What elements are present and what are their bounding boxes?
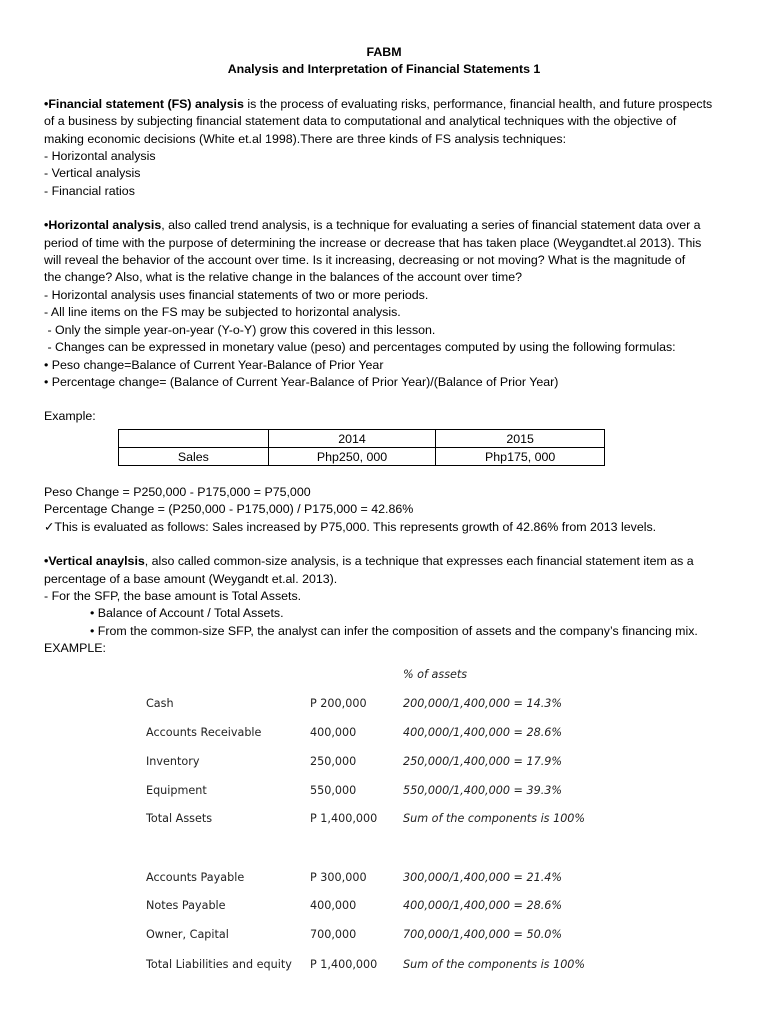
horizontal-line3: will reveal the behavior of the account over time. Is it increasing, decreasing or not moving? What is the magnitude of bbox=[44, 253, 686, 268]
fs-analysis-line1: •Financial statement (FS) analysis is the process of evaluating risks, performance, financial health, and future prospects bbox=[44, 96, 713, 111]
vertical-bullet: • Balance of Account / Total Assets. bbox=[90, 606, 284, 621]
asset-calc: 550,000/1,400,000 = 39.3% bbox=[403, 784, 562, 797]
asset-amount: P 200,000 bbox=[310, 697, 367, 710]
asset-amount: 250,000 bbox=[310, 755, 357, 768]
vertical-line1: •Vertical anaylsis, also called common-size analysis, is a technique that expresses each financial statement item as a bbox=[44, 554, 694, 569]
liability-label: Owner, Capital bbox=[146, 928, 229, 941]
vertical-line2: percentage of a base amount (Weygandt et.al. 2013). bbox=[44, 571, 338, 586]
liability-label: Notes Payable bbox=[146, 899, 226, 912]
liability-calc: 400,000/1,400,000 = 28.6% bbox=[403, 899, 562, 912]
vertical-example-label: EXAMPLE: bbox=[44, 641, 106, 656]
vertical-line3: - For the SFP, the base amount is Total Assets. bbox=[44, 589, 302, 604]
horizontal-line1: •Horizontal analysis, also called trend analysis, is a technique for evaluating a series of financial statement data over a bbox=[44, 218, 701, 233]
technique-item: - Horizontal analysis bbox=[44, 149, 156, 164]
formula-peso: • Peso change=Balance of Current Year-Balance of Prior Year bbox=[44, 357, 384, 372]
horizontal-term: •Horizontal analysis bbox=[44, 218, 162, 233]
table-header-cell bbox=[119, 430, 269, 448]
asset-calc: 400,000/1,400,000 = 28.6% bbox=[403, 726, 562, 739]
table-cell: Sales bbox=[119, 448, 269, 466]
table-cell: Php250, 000 bbox=[268, 448, 436, 466]
table-row bbox=[119, 448, 605, 466]
liability-calc: 300,000/1,400,000 = 21.4% bbox=[403, 871, 562, 884]
percentage-change-calc: Percentage Change = (P250,000 - P175,000) / P175,000 = 42.86% bbox=[44, 502, 414, 517]
liability-total-label: Total Liabilities and equity bbox=[146, 958, 292, 971]
asset-amount: 400,000 bbox=[310, 726, 357, 739]
liability-total-amount: P 1,400,000 bbox=[310, 958, 378, 971]
example-label: Example: bbox=[44, 409, 96, 424]
horizontal-line2: period of time with the purpose of determining the increase or decrease that has taken place (Weygandtet.al 2013). This bbox=[44, 235, 702, 250]
technique-item: - Vertical analysis bbox=[44, 166, 141, 181]
course-code: FABM bbox=[366, 45, 402, 59]
horizontal-bullet: - Only the simple year-on-year (Y-o-Y) grow this covered in this lesson. bbox=[44, 322, 436, 337]
peso-change-calc: Peso Change = P250,000 - P175,000 = P75,000 bbox=[44, 485, 311, 499]
formula-percentage: • Percentage change= (Balance of Current Year-Balance of Prior Year)/(Balance of Prior Year) bbox=[44, 374, 559, 389]
liability-amount: 400,000 bbox=[310, 899, 357, 912]
asset-amount: 550,000 bbox=[310, 784, 357, 797]
horizontal-example-table bbox=[118, 429, 605, 466]
asset-calc: 200,000/1,400,000 = 14.3% bbox=[403, 697, 562, 710]
liability-amount: 700,000 bbox=[310, 928, 357, 941]
asset-label: Equipment bbox=[146, 784, 207, 797]
fs-analysis-line3: making economic decisions (White et.al 1998).There are three kinds of FS analysis techniques: bbox=[44, 131, 567, 146]
asset-calc: 250,000/1,400,000 = 17.9% bbox=[403, 755, 562, 768]
table-header-row bbox=[119, 430, 605, 448]
evaluation-note: ✓This is evaluated as follows: Sales increased by P75,000. This represents growth of 42.86% from 2013 levels. bbox=[44, 519, 657, 534]
page-title: Analysis and Interpretation of Financial Statements 1 bbox=[227, 62, 541, 77]
table-header-cell: 2014 bbox=[268, 430, 436, 448]
horizontal-bullet: - Horizontal analysis uses financial statements of two or more periods. bbox=[44, 287, 429, 302]
pct-of-assets-header: % of assets bbox=[403, 668, 468, 681]
asset-total-amount: P 1,400,000 bbox=[310, 812, 378, 825]
asset-label: Accounts Receivable bbox=[146, 726, 262, 739]
table-cell: Php175, 000 bbox=[436, 448, 605, 466]
table-header-cell: 2015 bbox=[436, 430, 605, 448]
asset-total-label: Total Assets bbox=[146, 812, 213, 825]
asset-label: Cash bbox=[146, 697, 174, 710]
liability-label: Accounts Payable bbox=[146, 871, 245, 884]
technique-item: - Financial ratios bbox=[44, 183, 135, 198]
fs-analysis-line2: of a business by subjecting financial statement data to computational and analytical techniques with the objective of bbox=[44, 114, 677, 129]
fs-analysis-term: •Financial statement (FS) analysis bbox=[44, 96, 244, 111]
vertical-bullet: • From the common-size SFP, the analyst can infer the composition of assets and the company’s financing mix. bbox=[90, 623, 698, 638]
vertical-term: •Vertical anaylsis bbox=[44, 554, 145, 569]
document-body bbox=[44, 44, 724, 426]
asset-label: Inventory bbox=[146, 755, 200, 768]
liability-total-calc: Sum of the components is 100% bbox=[403, 958, 586, 971]
document-body-lower bbox=[44, 484, 724, 658]
horizontal-bullet: - Changes can be expressed in monetary value (peso) and percentages computed by using the following formulas: bbox=[44, 340, 676, 355]
horizontal-bullet: - All line items on the FS may be subjected to horizontal analysis. bbox=[44, 305, 401, 320]
liability-amount: P 300,000 bbox=[310, 871, 367, 884]
asset-total-calc: Sum of the components is 100% bbox=[403, 812, 586, 825]
liability-calc: 700,000/1,400,000 = 50.0% bbox=[403, 928, 562, 941]
horizontal-line4: the change? Also, what is the relative change in the balances of the account over time? bbox=[44, 270, 523, 285]
